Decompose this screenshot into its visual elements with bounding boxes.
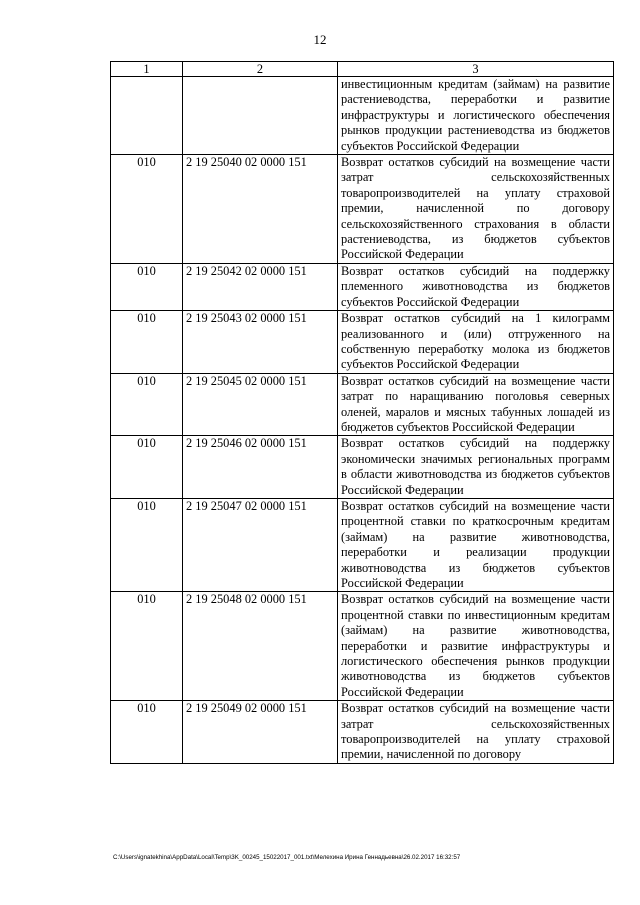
budget-codes-table [110,61,614,764]
table-row [111,155,614,264]
table-row [111,373,614,436]
column-header-3: 3 [338,62,614,77]
description-cell: Возврат остатков субсидий на поддержку племенного животноводства из бюджетов субъектов Российской Федерации [338,263,614,310]
kbk-code-cell: 2 19 25045 02 0000 151 [183,373,338,436]
column-header-1: 1 [111,62,183,77]
kbk-code-cell: 2 19 25049 02 0000 151 [183,701,338,764]
column-header-2: 2 [183,62,338,77]
kbk-code-cell: 2 19 25047 02 0000 151 [183,498,338,591]
admin-code-cell: 010 [111,373,183,436]
kbk-code-cell: 2 19 25048 02 0000 151 [183,592,338,701]
admin-code-cell: 010 [111,436,183,499]
kbk-code-cell [183,77,338,155]
kbk-code-cell: 2 19 25042 02 0000 151 [183,263,338,310]
admin-code-cell: 010 [111,155,183,264]
description-cell: инвестиционным кредитам (займам) на развитие растениеводства, переработки и развитие инфраструктуры и логистического обеспечения рынков продукции растениеводства из бюджетов субъектов Российской Федерации [338,77,614,155]
page-number: 12 [313,32,327,47]
file-path-footer: C:\Users\ignatekhina\AppData\Local\Temp\3K_00245_15022017_001.txt\Мелехина Ирина Геннадьевна\26.02.2017 16:32:57 [113,854,461,861]
table-row [111,311,614,374]
admin-code-cell: 010 [111,263,183,310]
table-row [111,701,614,764]
table-row [111,592,614,701]
description-cell: Возврат остатков субсидий на поддержку экономически значимых региональных программ в области животноводства из бюджетов субъектов Российской Федерации [338,436,614,499]
description-cell: Возврат остатков субсидий на возмещение части затрат сельскохозяйственных товаропроизводителей на уплату страховой премии, начисленной по договору [338,701,614,764]
table-row [111,436,614,499]
kbk-code-cell: 2 19 25043 02 0000 151 [183,311,338,374]
table-row [111,263,614,310]
description-cell: Возврат остатков субсидий на возмещение части затрат сельскохозяйственных товаропроизводителей на уплату страховой премии, начисленной по договору сельскохозяйственного страхования в области растениеводства, из бюджетов субъектов Российской Федерации [338,155,614,264]
description-cell: Возврат остатков субсидий на возмещение части затрат по наращиванию поголовья северных оленей, маралов и мясных табунных лошадей из бюджетов субъектов Российской Федерации [338,373,614,436]
description-cell: Возврат остатков субсидий на возмещение части процентной ставки по инвестиционным кредитам (займам) на развитие животноводства, переработки и развитие инфраструктуры и логистического обеспечения рынков продукции животноводства из бюджетов субъектов Российской Федерации [338,592,614,701]
admin-code-cell: 010 [111,592,183,701]
description-cell: Возврат остатков субсидий на возмещение части процентной ставки по краткосрочным кредитам (займам) на развитие животноводства, переработки и реализации продукции животноводства из бюджетов субъектов Российской Федерации [338,498,614,591]
admin-code-cell: 010 [111,701,183,764]
kbk-code-cell: 2 19 25046 02 0000 151 [183,436,338,499]
admin-code-cell: 010 [111,498,183,591]
table-row [111,498,614,591]
admin-code-cell [111,77,183,155]
table-header-row [111,62,614,77]
admin-code-cell: 010 [111,311,183,374]
kbk-code-cell: 2 19 25040 02 0000 151 [183,155,338,264]
table-row [111,77,614,155]
description-cell: Возврат остатков субсидий на 1 килограмм реализованного и (или) отгруженного на собственную переработку молока из бюджетов субъектов Российской Федерации [338,311,614,374]
